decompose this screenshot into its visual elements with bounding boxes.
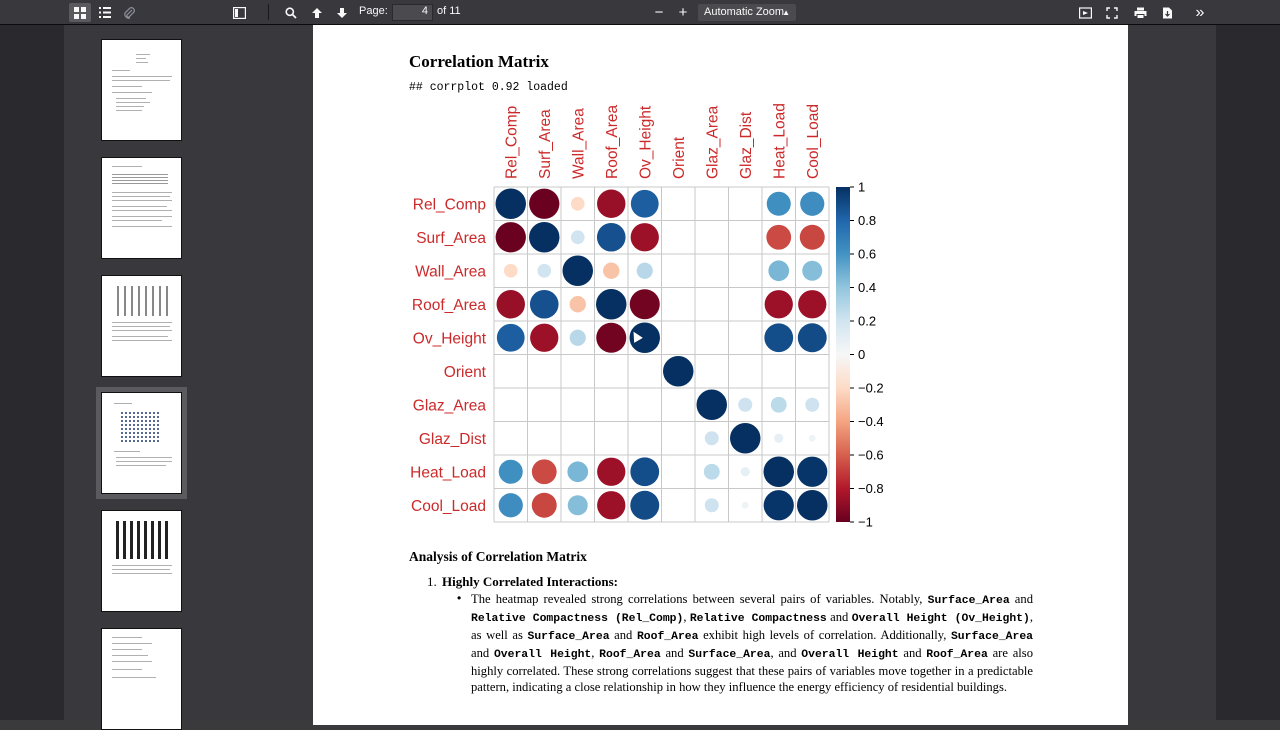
correlation-circle <box>797 457 827 487</box>
code-term: Overall Height (Ov_Height) <box>851 613 1030 625</box>
paragraph-text: , and <box>770 646 802 660</box>
zoom-select[interactable] <box>698 4 796 21</box>
code-term: Roof_Area <box>926 649 988 661</box>
correlation-circle <box>631 190 659 218</box>
previous-page-icon[interactable] <box>306 3 328 22</box>
viewer-margin <box>1216 25 1280 720</box>
paragraph-text: , <box>591 646 600 660</box>
correlation-circle <box>741 467 750 476</box>
correlation-circle <box>767 192 791 216</box>
correlation-circle <box>705 498 719 512</box>
correlation-circle <box>742 502 749 509</box>
page-number-input[interactable]: 4 <box>392 4 433 21</box>
sidebar-toggle-icon[interactable] <box>228 3 250 22</box>
page-thumbnail-5[interactable] <box>101 510 182 612</box>
paragraph-text: and <box>471 646 494 660</box>
subsection-heading: Analysis of Correlation Matrix <box>409 549 587 564</box>
correlation-circle <box>802 261 822 281</box>
row-label: Wall_Area <box>415 263 486 281</box>
section-title: Correlation Matrix <box>409 52 549 71</box>
correlation-circle <box>765 290 793 318</box>
code-output: ## corrplot 0.92 loaded <box>409 81 568 94</box>
colorbar-tick-label: −1 <box>858 514 873 530</box>
correlation-circle <box>705 431 719 445</box>
correlation-circle <box>597 458 625 486</box>
toolbar-separator <box>268 4 269 20</box>
list-number: 1. <box>427 574 437 589</box>
column-label: Cool_Load <box>804 104 822 179</box>
page-thumbnail-2[interactable] <box>101 157 182 259</box>
correlation-circle <box>630 491 659 520</box>
bullet-icon: • <box>457 591 462 605</box>
correlation-circle <box>537 264 551 278</box>
zoom-in-button[interactable]: + <box>678 4 688 21</box>
correlation-circle <box>798 290 826 318</box>
list-item-label: Highly Correlated Interactions: <box>442 574 618 589</box>
paragraph-text: , as well as <box>471 610 1033 642</box>
row-label: Glaz_Area <box>412 397 486 415</box>
code-term: Surface_Area <box>688 649 771 661</box>
paragraph-text: and <box>1009 592 1033 606</box>
correlation-circle <box>798 323 827 352</box>
correlation-circle <box>809 435 816 442</box>
colorbar-tick-label: 1 <box>858 179 866 195</box>
pdf-toolbar <box>0 0 1280 25</box>
correlation-circle <box>800 192 824 216</box>
row-label: Rel_Comp <box>412 196 486 214</box>
correlation-circle <box>597 190 625 218</box>
row-label: Heat_Load <box>410 464 486 482</box>
paragraph-text: exhibit high levels of correlation. Additionally, <box>698 628 951 642</box>
zoom-select-value: Automatic Zoom <box>704 6 785 18</box>
correlation-circle <box>496 189 527 220</box>
print-icon[interactable] <box>1129 3 1151 22</box>
column-label: Glaz_Dist <box>737 111 755 179</box>
correlation-circle <box>568 495 588 515</box>
color-scale-bar <box>836 187 850 522</box>
correlation-circle <box>603 263 619 279</box>
thumbnails-view-icon[interactable] <box>69 3 91 22</box>
correlation-circle <box>571 230 585 244</box>
column-label: Heat_Load <box>771 103 789 179</box>
correlation-circle <box>631 223 659 251</box>
colorbar-tick-label: −0.8 <box>858 481 884 496</box>
search-icon[interactable] <box>280 3 302 22</box>
row-label: Ov_Height <box>412 330 486 348</box>
colorbar-tick-label: 0.6 <box>858 246 877 262</box>
page-count: of 11 <box>437 5 461 17</box>
correlation-plot <box>313 25 1128 535</box>
page-thumbnail-3[interactable] <box>101 275 182 377</box>
analysis-paragraph <box>471 591 1033 695</box>
code-term: Surface_Area <box>527 631 610 643</box>
tools-menu-button[interactable]: » <box>1195 3 1205 21</box>
row-label: Orient <box>443 363 486 381</box>
code-term: Overall Height <box>493 649 592 661</box>
paragraph-text: The heatmap revealed strong correlations between several pairs of variables. Notably, <box>471 592 928 606</box>
correlation-circle <box>570 330 586 346</box>
colorbar-tick-label: 0.2 <box>858 313 877 329</box>
correlation-circle <box>496 222 526 252</box>
row-label: Surf_Area <box>416 229 486 247</box>
correlation-circle <box>529 222 560 253</box>
correlation-circle <box>764 457 795 488</box>
correlation-circle <box>797 490 828 521</box>
correlation-circle <box>704 464 720 480</box>
correlation-circle <box>630 457 659 486</box>
column-label: Orient <box>670 136 688 179</box>
correlation-circle <box>563 256 594 287</box>
correlation-circle <box>532 493 557 518</box>
correlation-circle <box>571 197 585 211</box>
pdf-page <box>313 25 1128 725</box>
correlation-circle <box>697 390 728 421</box>
paragraph-text: and <box>660 646 689 660</box>
correlation-circle <box>637 263 653 279</box>
correlation-circle <box>530 324 558 352</box>
colorbar-tick-label: 0.8 <box>858 213 877 228</box>
correlation-circle <box>497 324 525 352</box>
code-term: Surface_Area <box>950 631 1033 643</box>
page-thumbnail-1[interactable] <box>101 39 182 141</box>
correlation-circle <box>570 296 586 312</box>
row-label: Glaz_Dist <box>418 430 486 448</box>
correlation-circle <box>596 323 626 353</box>
download-icon[interactable] <box>1156 3 1178 22</box>
correlation-circle <box>529 189 559 219</box>
correlation-circle <box>800 225 825 250</box>
colorbar-tick-label: 0 <box>858 347 866 362</box>
correlation-circle <box>764 323 793 352</box>
code-term: Relative Compactness (Rel_Comp) <box>471 613 684 625</box>
next-page-icon[interactable] <box>331 3 353 22</box>
correlation-circle <box>597 491 625 519</box>
column-label: Surf_Area <box>536 109 554 179</box>
correlation-circle <box>532 459 557 484</box>
presentation-mode-icon[interactable] <box>1074 3 1096 22</box>
paragraph-text: and <box>898 646 927 660</box>
colorbar-tick-label: −0.4 <box>858 414 884 429</box>
paragraph-text: and <box>609 628 637 642</box>
row-label: Cool_Load <box>411 497 486 515</box>
page-thumbnail-6[interactable] <box>101 628 182 730</box>
correlation-circle <box>499 460 523 484</box>
correlation-circle <box>499 493 523 517</box>
attachments-view-icon[interactable] <box>118 3 140 22</box>
correlation-circle <box>730 423 761 454</box>
fullscreen-icon[interactable] <box>1101 3 1123 22</box>
correlation-circle <box>774 434 783 443</box>
page-label: Page: <box>359 5 388 17</box>
column-label: Rel_Comp <box>503 105 521 179</box>
correlation-circle <box>530 290 559 319</box>
code-term: Roof_Area <box>636 631 699 643</box>
colorbar-tick-label: −0.2 <box>858 380 884 396</box>
code-term: Overall Height <box>801 649 899 661</box>
row-label: Roof_Area <box>411 296 486 314</box>
correlation-circle <box>497 290 525 318</box>
correlation-circle <box>805 398 819 412</box>
correlation-circle <box>596 289 627 320</box>
column-label: Glaz_Area <box>704 105 722 179</box>
correlation-circle <box>766 225 791 250</box>
correlation-circle <box>630 289 660 319</box>
column-label: Ov_Height <box>637 105 655 179</box>
correlation-circle <box>504 264 518 278</box>
correlation-circle <box>567 461 588 482</box>
correlation-circle <box>771 397 787 413</box>
select-arrow-icon: ▲ <box>782 8 790 17</box>
correlation-circle <box>764 490 794 520</box>
colorbar-tick-label: 0.4 <box>858 280 877 295</box>
code-term: Roof_Area <box>599 649 661 661</box>
page-thumbnail-4[interactable] <box>101 392 182 494</box>
code-term: Relative Compactness <box>689 613 827 625</box>
zoom-out-button[interactable]: − <box>654 4 664 21</box>
correlation-circle <box>768 260 789 281</box>
correlation-circle <box>597 223 626 252</box>
column-label: Roof_Area <box>603 104 621 179</box>
paragraph-text: are also highly correlated. These strong correlations suggest that these pairs of variables move together in a predictable pattern, indicating a close relationship in how they influence the energy efficiency of residential buildings. <box>471 646 1033 694</box>
code-term: Surface_Area <box>927 595 1010 607</box>
paragraph-text: , <box>683 610 690 624</box>
colorbar-tick-label: −0.6 <box>858 447 884 463</box>
outline-view-icon[interactable] <box>94 3 116 22</box>
correlation-circle <box>738 398 752 412</box>
paragraph-text: and <box>826 610 852 624</box>
correlation-circle <box>663 356 694 387</box>
column-label: Wall_Area <box>570 108 588 179</box>
